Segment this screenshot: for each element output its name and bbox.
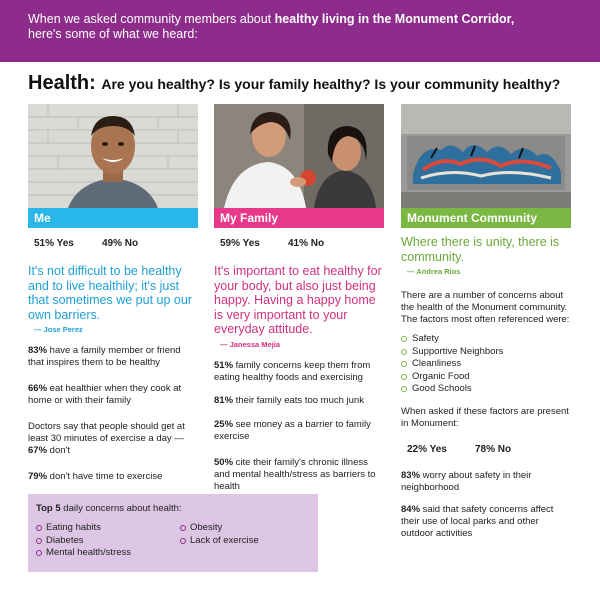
header-banner [0,0,600,62]
label-monument-community: Monument Community [401,208,571,228]
family-stat-2: 81% their family eats too much junk [214,394,364,406]
page-title: Health: Are you healthy? Is your family healthy? Is your community healthy? [28,72,561,94]
top-concerns-box [28,494,318,572]
community-factor-list [401,333,571,396]
bullet-icon [401,336,407,342]
photo-mother-and-daughter [214,104,384,208]
family-stat-1: 51% family concerns keep them from eating healthy foods and exercising [214,359,371,383]
bullet-icon [180,525,186,531]
bullet-icon [401,374,407,380]
list-item: Supportive Neighbors [401,346,571,359]
me-quote-attribution: — Jose Perez [34,325,83,334]
community-question: When asked if these factors are present in Monument: [401,405,569,429]
bullet-icon [180,538,186,544]
top-concerns-heading: Top 5 daily concerns about health: [36,503,182,514]
family-stat-3: 25% see money as a barrier to family exercise [214,418,371,442]
bullet-icon [36,525,42,531]
list-item: Mental health/stress [36,547,131,560]
bullet-icon [36,538,42,544]
community-intro: There are a number of concerns about the health of the Monument community. The factors most often referenced were: [401,290,570,325]
family-stat-4: 50% cite their family's chronic illness and mental health/stress as barriers to health [214,456,376,492]
community-quote: Where there is unity, there is community. [401,235,560,264]
photo-graffiti-mural [401,104,571,208]
community-quote-attribution: — Andrea Rios [407,267,461,276]
column-me [28,104,198,483]
family-yes-no: 59% Yes 41% No [220,238,325,249]
label-my-family: My Family [214,208,384,228]
me-yes-no: 51% Yes 49% No [34,238,139,249]
page-subtitle: Are you healthy? Is your family healthy? Is your community healthy? [101,76,561,92]
list-item: Lack of exercise [180,535,259,548]
me-quote: It's not difficult to be healthy and to live healthily; it's just that sometimes we put up our own barriers. [28,264,192,322]
label-me: Me [28,208,198,228]
list-item: Organic Food [401,371,571,384]
bullet-icon [401,386,407,392]
bullet-icon [36,550,42,556]
banner-line-2: here's some of what we heard: [28,27,198,41]
family-quote-attribution: — Janessa Mejia [220,339,281,349]
me-stat-1: 83% have a family member or friend that inspires them to be healthy [28,345,181,368]
community-stat-1: 83% worry about safety in their neighborhood [401,469,532,493]
list-item: Good Schools [401,383,571,396]
community-stat-2: 84% said that safety concerns affect their use of local parks and other outdoor activities [401,503,554,539]
list-item: Obesity [180,522,259,535]
list-item: Eating habits [36,522,131,535]
column-community [401,104,571,540]
column-family [214,104,384,493]
me-stat-3: Doctors say that people should get at least 30 minutes of exercise a day — 67% don't [28,421,185,456]
banner-line-1: When we asked community members about healthy living in the Monument Corridor, [28,12,515,26]
me-stat-4: 79% don't have time to exercise [28,471,163,482]
community-yes-no: 22% Yes 78% No [407,443,512,455]
bullet-icon [401,361,407,367]
list-item: Diabetes [36,535,131,548]
photo-smiling-man [28,104,198,208]
bullet-icon [401,349,407,355]
list-item: Safety [401,333,571,346]
list-item: Cleanliness [401,358,571,371]
family-quote: It's important to eat healthy for your body, but also just being happy. Having a happy home is very important to your everyday attitude. [214,264,382,336]
me-stat-2: 66% eat healthier when they cook at home or with their family [28,383,182,406]
